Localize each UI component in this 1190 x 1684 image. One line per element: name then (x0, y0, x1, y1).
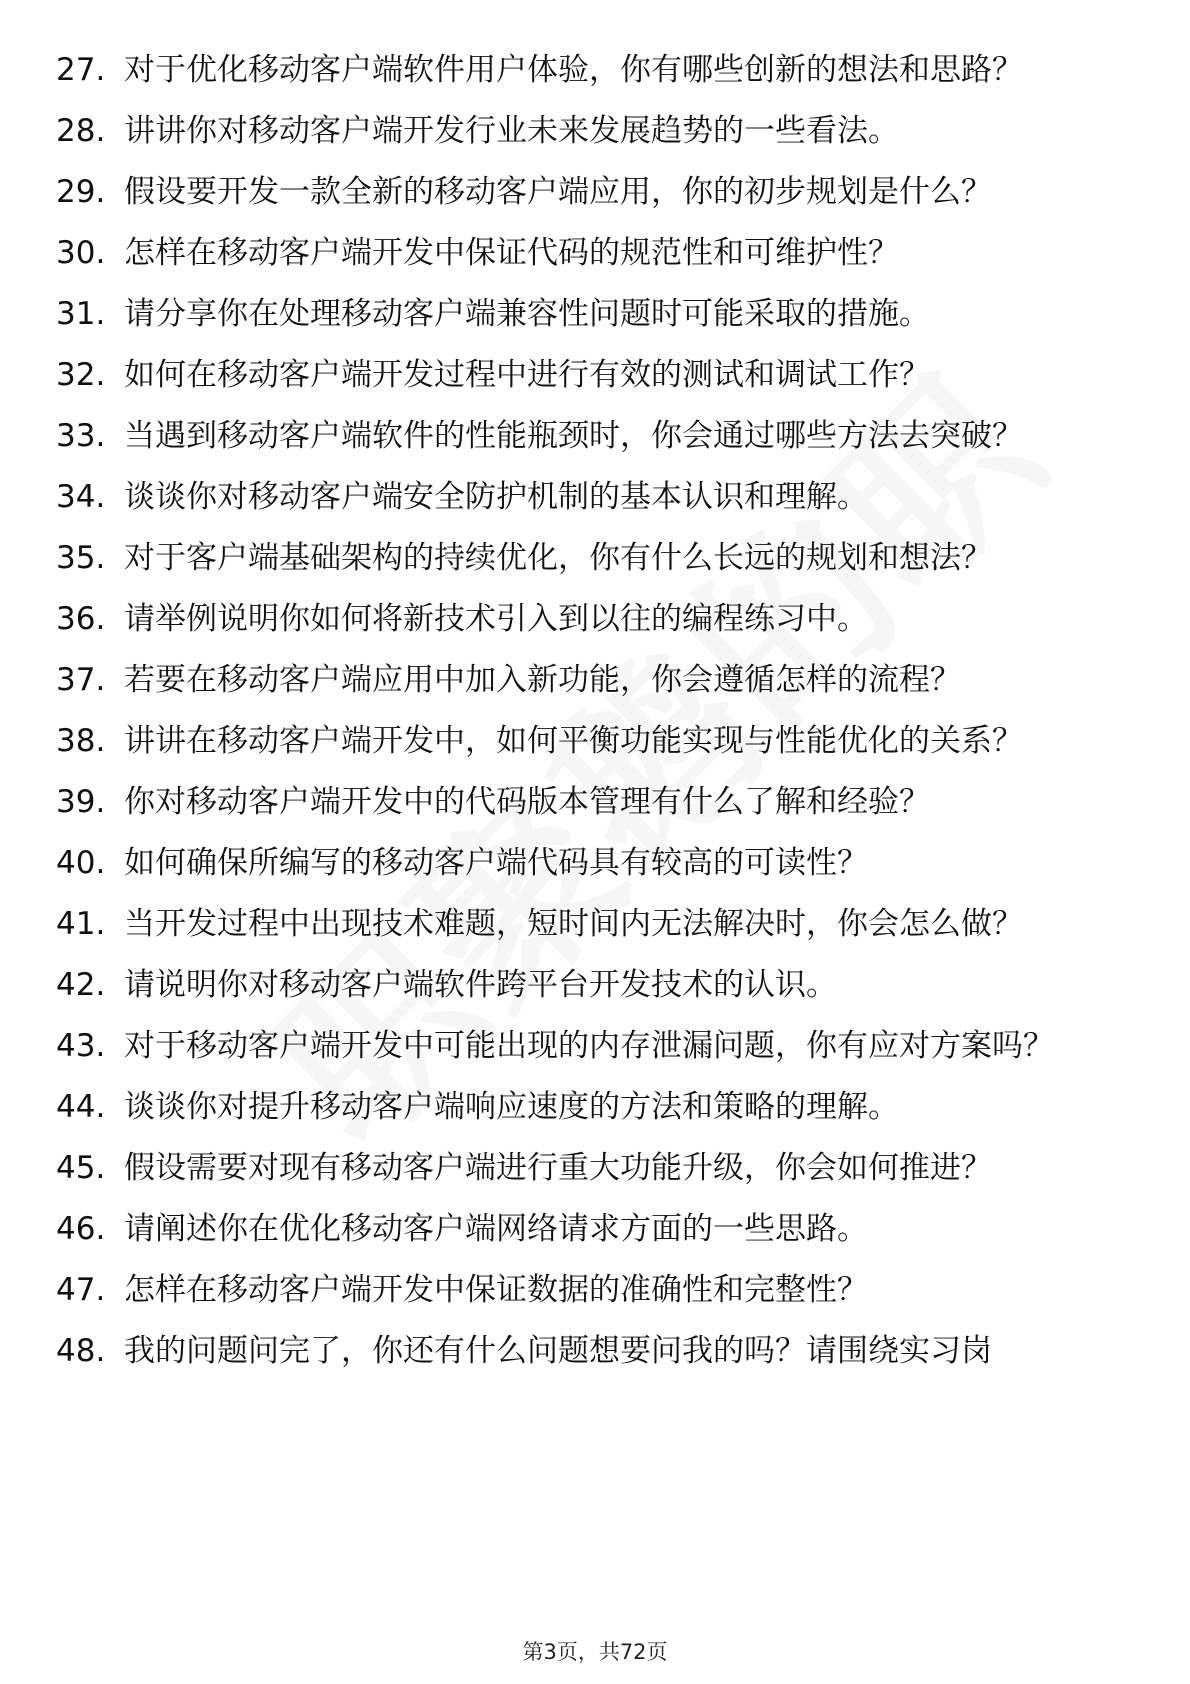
list-item (56, 1207, 1116, 1251)
list-item (56, 841, 1116, 885)
list-item (56, 780, 1116, 824)
question-number: 47. (56, 1272, 106, 1308)
list-item (56, 658, 1116, 702)
question-text: 请分享你在处理移动客户端兼容性问题时可能采取的措施。 (124, 296, 930, 332)
question-text: 谈谈你对移动客户端安全防护机制的基本认识和理解。 (124, 479, 868, 515)
question-number: 36. (56, 601, 106, 637)
list-item (56, 719, 1116, 763)
list-item (56, 1024, 1116, 1068)
list-item (56, 48, 1116, 92)
question-text: 你对移动客户端开发中的代码版本管理有什么了解和经验？ (124, 784, 930, 820)
question-number: 30. (56, 235, 106, 271)
question-number: 35. (56, 540, 106, 576)
question-text: 若要在移动客户端应用中加入新功能，你会遵循怎样的流程？ (124, 662, 961, 698)
question-number: 42. (56, 967, 106, 1003)
question-text: 讲讲在移动客户端开发中，如何平衡功能实现与性能优化的关系？ (124, 723, 1023, 759)
question-number: 41. (56, 906, 106, 942)
question-number: 28. (56, 113, 106, 149)
question-text: 请阐述你在优化移动客户端网络请求方面的一些思路。 (124, 1211, 868, 1247)
list-item (56, 963, 1116, 1007)
question-text: 假设要开发一款全新的移动客户端应用，你的初步规划是什么？ (124, 174, 992, 210)
list-item (56, 902, 1116, 946)
list-item (56, 1329, 1116, 1373)
question-text: 对于优化移动客户端软件用户体验，你有哪些创新的想法和思路？ (124, 52, 1023, 88)
question-text: 当开发过程中出现技术难题，短时间内无法解决时，你会怎么做？ (124, 906, 1023, 942)
question-text: 怎样在移动客户端开发中保证代码的规范性和可维护性？ (124, 235, 899, 271)
question-number: 31. (56, 296, 106, 332)
question-number: 39. (56, 784, 106, 820)
question-number: 33. (56, 418, 106, 454)
list-item (56, 353, 1116, 397)
list-item (56, 1085, 1116, 1129)
list-item (56, 1268, 1116, 1312)
question-number: 43. (56, 1028, 106, 1064)
question-text: 怎样在移动客户端开发中保证数据的准确性和完整性？ (124, 1272, 868, 1308)
list-item (56, 1146, 1116, 1190)
question-text: 对于移动客户端开发中可能出现的内存泄漏问题，你有应对方案吗？ (124, 1028, 1054, 1064)
question-number: 38. (56, 723, 106, 759)
question-number: 46. (56, 1211, 106, 1247)
question-text: 我的问题问完了，你还有什么问题想要问我的吗？请围绕实习岗 (124, 1333, 992, 1369)
list-item (56, 536, 1116, 580)
question-number: 48. (56, 1333, 106, 1369)
list-item (56, 475, 1116, 519)
question-number: 29. (56, 174, 106, 210)
list-item (56, 292, 1116, 336)
question-number: 45. (56, 1150, 106, 1186)
list-item (56, 109, 1116, 153)
page-number-footer: 第3页，共72页 (522, 1640, 668, 1664)
list-item (56, 231, 1116, 275)
question-text: 讲讲你对移动客户端开发行业未来发展趋势的一些看法。 (124, 113, 899, 149)
question-number: 44. (56, 1089, 106, 1125)
question-list (56, 48, 1116, 1390)
question-number: 32. (56, 357, 106, 393)
question-number: 34. (56, 479, 106, 515)
question-text: 请举例说明你如何将新技术引入到以往的编程练习中。 (124, 601, 868, 637)
question-text: 如何在移动客户端开发过程中进行有效的测试和调试工作？ (124, 357, 930, 393)
question-text: 请说明你对移动客户端软件跨平台开发技术的认识。 (124, 967, 837, 1003)
list-item (56, 170, 1116, 214)
question-text: 如何确保所编写的移动客户端代码具有较高的可读性？ (124, 845, 868, 881)
question-number: 37. (56, 662, 106, 698)
question-number: 27. (56, 52, 106, 88)
question-text: 谈谈你对提升移动客户端响应速度的方法和策略的理解。 (124, 1089, 899, 1125)
list-item (56, 597, 1116, 641)
question-text: 对于客户端基础架构的持续优化，你有什么长远的规划和想法？ (124, 540, 992, 576)
question-text: 假设需要对现有移动客户端进行重大功能升级，你会如何推进？ (124, 1150, 992, 1186)
question-number: 40. (56, 845, 106, 881)
question-text: 当遇到移动客户端软件的性能瓶颈时，你会通过哪些方法去突破？ (124, 418, 1023, 454)
list-item (56, 414, 1116, 458)
